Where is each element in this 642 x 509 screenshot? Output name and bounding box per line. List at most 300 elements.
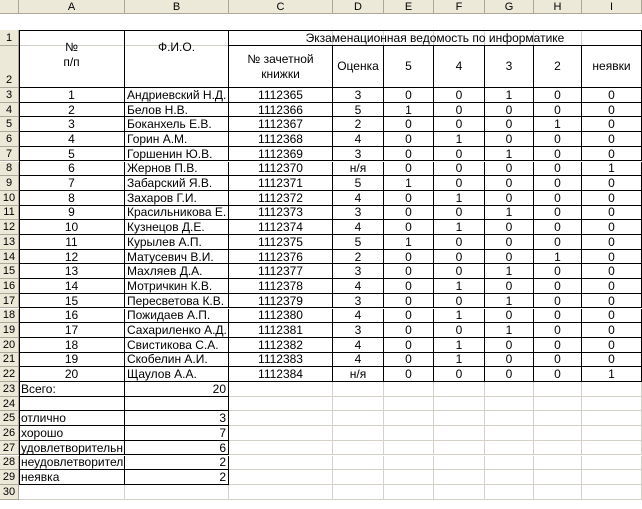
student-grade[interactable]: 4	[333, 279, 384, 294]
student-grade[interactable]: 4	[333, 353, 384, 368]
grid-cell[interactable]	[229, 397, 333, 412]
student-grade[interactable]: 3	[333, 88, 384, 103]
count-4[interactable]: 0	[434, 176, 485, 191]
student-grade[interactable]: 2	[333, 117, 384, 132]
grid-cell[interactable]	[434, 485, 485, 500]
grid-cell[interactable]	[582, 426, 642, 441]
grid-cell[interactable]	[333, 411, 384, 426]
count-2[interactable]: 0	[534, 294, 582, 309]
count-3[interactable]: 1	[485, 88, 534, 103]
row-header-3[interactable]: 3	[0, 88, 19, 103]
student-book-number[interactable]: 1112380	[229, 309, 333, 324]
student-name[interactable]: Боканхель Е.В.	[125, 117, 229, 132]
count-3[interactable]: 1	[485, 294, 534, 309]
column-header-d[interactable]: D	[333, 0, 384, 14]
count-5[interactable]: 0	[384, 132, 434, 147]
grid-cell[interactable]	[333, 470, 384, 485]
count-3[interactable]: 0	[485, 367, 534, 382]
grid-cell[interactable]	[434, 441, 485, 456]
student-book-number[interactable]: 1112366	[229, 103, 333, 118]
count-3[interactable]: 0	[485, 162, 534, 177]
student-book-number[interactable]: 1112371	[229, 176, 333, 191]
grid-cell[interactable]	[534, 485, 582, 500]
student-book-number[interactable]: 1112372	[229, 191, 333, 206]
grid-cell[interactable]	[485, 456, 534, 471]
count-4[interactable]: 0	[434, 367, 485, 382]
grid-cell[interactable]	[229, 426, 333, 441]
count-2[interactable]: 0	[534, 323, 582, 338]
grid-cell[interactable]	[384, 382, 434, 397]
student-name[interactable]: Забарский Я.В.	[125, 176, 229, 191]
grid-cell[interactable]	[229, 382, 333, 397]
row-header-30[interactable]: 30	[0, 485, 19, 500]
student-book-number[interactable]: 1112384	[229, 367, 333, 382]
count-absent[interactable]: 1	[582, 367, 642, 382]
row-header-17[interactable]: 17	[0, 294, 19, 309]
student-book-number[interactable]: 1112367	[229, 117, 333, 132]
select-all-corner[interactable]	[0, 0, 19, 14]
count-absent[interactable]: 0	[582, 191, 642, 206]
grid-cell[interactable]	[434, 382, 485, 397]
grid-cell[interactable]	[534, 397, 582, 412]
column-header-e[interactable]: E	[384, 0, 434, 14]
count-4[interactable]: 0	[434, 147, 485, 162]
count-absent[interactable]: 0	[582, 353, 642, 368]
student-number[interactable]: 8	[19, 191, 125, 206]
grid-cell[interactable]	[333, 397, 384, 412]
grid-cell[interactable]	[434, 470, 485, 485]
student-name[interactable]: Горин А.М.	[125, 132, 229, 147]
count-4[interactable]: 1	[434, 279, 485, 294]
count-4[interactable]: 1	[434, 309, 485, 324]
column-header-g[interactable]: G	[485, 0, 534, 14]
student-name[interactable]: Красильникова Е.	[125, 206, 229, 221]
count-absent[interactable]: 0	[582, 132, 642, 147]
header-absent[interactable]: неявки	[582, 46, 642, 88]
student-book-number[interactable]: 1112381	[229, 323, 333, 338]
row-header-7[interactable]: 7	[0, 147, 19, 162]
grid-cell[interactable]	[333, 485, 384, 500]
total-label[interactable]: Всего:	[19, 382, 125, 397]
grid-cell[interactable]	[485, 470, 534, 485]
student-number[interactable]: 11	[19, 235, 125, 250]
student-grade[interactable]: 3	[333, 264, 384, 279]
row-header-2[interactable]: 2	[0, 46, 19, 88]
student-name[interactable]: Пожидаев А.П.	[125, 309, 229, 324]
count-2[interactable]: 0	[534, 309, 582, 324]
count-4[interactable]: 1	[434, 353, 485, 368]
student-book-number[interactable]: 1112378	[229, 279, 333, 294]
count-4[interactable]: 0	[434, 206, 485, 221]
student-grade[interactable]: 5	[333, 103, 384, 118]
student-grade[interactable]: 3	[333, 294, 384, 309]
grid-cell[interactable]	[229, 456, 333, 471]
student-number[interactable]: 14	[19, 279, 125, 294]
grid-cell[interactable]	[434, 397, 485, 412]
row-header-15[interactable]: 15	[0, 264, 19, 279]
count-4[interactable]: 0	[434, 103, 485, 118]
student-name[interactable]: Горшенин Ю.В.	[125, 147, 229, 162]
student-grade[interactable]: н/я	[333, 162, 384, 177]
count-2[interactable]: 0	[534, 191, 582, 206]
row-header-9[interactable]: 9	[0, 176, 19, 191]
student-grade[interactable]: 4	[333, 338, 384, 353]
student-grade[interactable]: 3	[333, 147, 384, 162]
student-book-number[interactable]: 1112368	[229, 132, 333, 147]
grid-cell[interactable]	[534, 411, 582, 426]
count-4[interactable]: 0	[434, 250, 485, 265]
count-5[interactable]: 0	[384, 162, 434, 177]
count-absent[interactable]: 0	[582, 176, 642, 191]
student-book-number[interactable]: 1112377	[229, 264, 333, 279]
row-header-25[interactable]: 25	[0, 411, 19, 426]
count-absent[interactable]: 0	[582, 323, 642, 338]
count-3[interactable]: 1	[485, 264, 534, 279]
count-4[interactable]: 0	[434, 88, 485, 103]
grid-cell[interactable]	[384, 441, 434, 456]
student-name[interactable]: Сахариленко А.Д.	[125, 323, 229, 338]
count-3[interactable]: 0	[485, 220, 534, 235]
header-g3[interactable]: 3	[485, 46, 534, 88]
count-absent[interactable]: 0	[582, 309, 642, 324]
student-number[interactable]: 17	[19, 323, 125, 338]
student-name[interactable]: Жернов П.В.	[125, 162, 229, 177]
count-3[interactable]: 0	[485, 250, 534, 265]
count-5[interactable]: 0	[384, 220, 434, 235]
row-header-11[interactable]: 11	[0, 206, 19, 221]
count-absent[interactable]: 0	[582, 250, 642, 265]
count-2[interactable]: 0	[534, 132, 582, 147]
summary-value[interactable]: 6	[125, 441, 229, 456]
row-header-21[interactable]: 21	[0, 353, 19, 368]
count-2[interactable]: 0	[534, 88, 582, 103]
student-number[interactable]: 7	[19, 176, 125, 191]
student-number[interactable]: 5	[19, 147, 125, 162]
count-3[interactable]: 0	[485, 191, 534, 206]
student-name[interactable]: Курылев А.П.	[125, 235, 229, 250]
student-name[interactable]: Пересветова К.В.	[125, 294, 229, 309]
student-book-number[interactable]: 1112383	[229, 353, 333, 368]
header-book[interactable]: № зачетной книжки	[229, 46, 333, 88]
count-2[interactable]: 1	[534, 117, 582, 132]
grid-cell[interactable]	[485, 382, 534, 397]
row-header-13[interactable]: 13	[0, 235, 19, 250]
count-2[interactable]: 0	[534, 264, 582, 279]
summary-value[interactable]: 7	[125, 426, 229, 441]
column-header-f[interactable]: F	[434, 0, 485, 14]
student-name[interactable]: Щаулов А.А.	[125, 367, 229, 382]
student-book-number[interactable]: 1112370	[229, 162, 333, 177]
count-absent[interactable]: 0	[582, 338, 642, 353]
summary-label[interactable]: удовлетворительн	[19, 441, 209, 456]
count-4[interactable]: 0	[434, 235, 485, 250]
grid-cell[interactable]	[485, 441, 534, 456]
grid-cell[interactable]	[485, 426, 534, 441]
student-number[interactable]: 16	[19, 309, 125, 324]
row-header-20[interactable]: 20	[0, 338, 19, 353]
student-name[interactable]: Андриевский Н.Д.	[125, 88, 229, 103]
count-5[interactable]: 0	[384, 367, 434, 382]
count-absent[interactable]: 0	[582, 264, 642, 279]
count-absent[interactable]: 0	[582, 147, 642, 162]
grid-cell[interactable]	[582, 470, 642, 485]
header-g5[interactable]: 5	[384, 46, 434, 88]
summary-label[interactable]: неудовлетворител	[19, 456, 209, 471]
grid-cell[interactable]	[229, 441, 333, 456]
grid-cell[interactable]	[125, 485, 229, 500]
row-header-1[interactable]: 1	[0, 30, 19, 46]
count-3[interactable]: 0	[485, 117, 534, 132]
count-4[interactable]: 0	[434, 264, 485, 279]
summary-value[interactable]: 3	[125, 411, 229, 426]
column-header-a[interactable]: A	[19, 0, 125, 14]
grid-cell[interactable]	[582, 411, 642, 426]
grid-cell[interactable]	[485, 411, 534, 426]
student-number[interactable]: 4	[19, 132, 125, 147]
row-header-26[interactable]: 26	[0, 426, 19, 441]
count-2[interactable]: 0	[534, 103, 582, 118]
row-header-16[interactable]: 16	[0, 279, 19, 294]
count-5[interactable]: 0	[384, 88, 434, 103]
student-number[interactable]: 3	[19, 117, 125, 132]
student-name[interactable]: Белов Н.В.	[125, 103, 229, 118]
student-name[interactable]: Скобелин А.И.	[125, 353, 229, 368]
grid-cell[interactable]	[534, 426, 582, 441]
column-header-h[interactable]: H	[534, 0, 582, 14]
row-header-29[interactable]: 29	[0, 470, 19, 485]
count-absent[interactable]: 0	[582, 206, 642, 221]
row-header-14[interactable]: 14	[0, 250, 19, 265]
count-5[interactable]: 0	[384, 191, 434, 206]
grid-cell[interactable]	[534, 441, 582, 456]
grid-cell[interactable]	[534, 470, 582, 485]
row-header-8[interactable]: 8	[0, 162, 19, 177]
count-3[interactable]: 1	[485, 147, 534, 162]
count-4[interactable]: 1	[434, 338, 485, 353]
count-3[interactable]: 0	[485, 235, 534, 250]
column-header-c[interactable]: C	[229, 0, 333, 14]
count-3[interactable]: 0	[485, 279, 534, 294]
student-grade[interactable]: 4	[333, 132, 384, 147]
row-header-24[interactable]: 24	[0, 397, 19, 412]
count-absent[interactable]: 0	[582, 220, 642, 235]
count-2[interactable]: 1	[534, 250, 582, 265]
count-absent[interactable]: 0	[582, 294, 642, 309]
grid-cell[interactable]	[229, 411, 333, 426]
student-book-number[interactable]: 1112376	[229, 250, 333, 265]
row-header-4[interactable]: 4	[0, 103, 19, 118]
count-5[interactable]: 1	[384, 176, 434, 191]
student-name[interactable]: Махляев Д.А.	[125, 264, 229, 279]
student-number[interactable]: 13	[19, 264, 125, 279]
grid-cell[interactable]	[333, 382, 384, 397]
grid-cell[interactable]	[582, 485, 642, 500]
count-5[interactable]: 0	[384, 264, 434, 279]
grid-cell[interactable]	[384, 470, 434, 485]
count-4[interactable]: 1	[434, 132, 485, 147]
student-grade[interactable]: 3	[333, 323, 384, 338]
student-grade[interactable]: 5	[333, 176, 384, 191]
student-book-number[interactable]: 1112375	[229, 235, 333, 250]
student-name[interactable]: Свистикова С.А.	[125, 338, 229, 353]
grid-cell[interactable]	[384, 397, 434, 412]
grid-cell[interactable]	[485, 485, 534, 500]
student-grade[interactable]: 5	[333, 235, 384, 250]
count-5[interactable]: 0	[384, 117, 434, 132]
row-header-19[interactable]: 19	[0, 323, 19, 338]
grid-cell[interactable]	[229, 470, 333, 485]
count-absent[interactable]: 0	[582, 88, 642, 103]
grid-cell[interactable]	[582, 441, 642, 456]
count-5[interactable]: 0	[384, 323, 434, 338]
count-2[interactable]: 0	[534, 147, 582, 162]
summary-value[interactable]: 2	[125, 470, 229, 485]
student-number[interactable]: 15	[19, 294, 125, 309]
count-2[interactable]: 0	[534, 176, 582, 191]
grid-cell[interactable]	[384, 411, 434, 426]
count-2[interactable]: 0	[534, 162, 582, 177]
grid-cell[interactable]	[434, 411, 485, 426]
grid-cell[interactable]	[333, 426, 384, 441]
count-5[interactable]: 1	[384, 235, 434, 250]
count-5[interactable]: 0	[384, 279, 434, 294]
grid-cell[interactable]	[384, 485, 434, 500]
student-grade[interactable]: 4	[333, 309, 384, 324]
count-5[interactable]: 0	[384, 309, 434, 324]
summary-label[interactable]: отлично	[19, 411, 209, 426]
row-header-6[interactable]: 6	[0, 132, 19, 147]
count-4[interactable]: 0	[434, 117, 485, 132]
count-2[interactable]: 0	[534, 220, 582, 235]
grid-cell[interactable]	[582, 456, 642, 471]
student-grade[interactable]: 4	[333, 191, 384, 206]
count-5[interactable]: 0	[384, 338, 434, 353]
total-value[interactable]: 20	[125, 382, 229, 397]
student-number[interactable]: 19	[19, 353, 125, 368]
count-4[interactable]: 0	[434, 162, 485, 177]
count-5[interactable]: 0	[384, 250, 434, 265]
student-grade[interactable]: н/я	[333, 367, 384, 382]
count-absent[interactable]: 0	[582, 117, 642, 132]
student-number[interactable]: 10	[19, 220, 125, 235]
row-header-10[interactable]: 10	[0, 191, 19, 206]
grid-cell[interactable]	[333, 441, 384, 456]
header-name[interactable]: Ф.И.О.	[125, 30, 229, 88]
count-3[interactable]: 0	[485, 309, 534, 324]
student-number[interactable]: 12	[19, 250, 125, 265]
count-4[interactable]: 1	[434, 220, 485, 235]
count-3[interactable]: 0	[485, 176, 534, 191]
header-grade[interactable]: Оценка	[333, 46, 384, 88]
count-3[interactable]: 0	[485, 338, 534, 353]
student-book-number[interactable]: 1112365	[229, 88, 333, 103]
count-5[interactable]: 0	[384, 206, 434, 221]
summary-label[interactable]: хорошо	[19, 426, 209, 441]
row-header-27[interactable]: 27	[0, 441, 19, 456]
count-2[interactable]: 0	[534, 206, 582, 221]
student-number[interactable]: 1	[19, 88, 125, 103]
count-3[interactable]: 1	[485, 206, 534, 221]
sheet-title[interactable]: Экзаменационная ведомость по информатике	[229, 30, 642, 46]
count-4[interactable]: 1	[434, 191, 485, 206]
student-grade[interactable]: 3	[333, 206, 384, 221]
count-2[interactable]: 0	[534, 367, 582, 382]
student-name[interactable]: Мотричкин К.В.	[125, 279, 229, 294]
student-grade[interactable]: 4	[333, 220, 384, 235]
count-2[interactable]: 0	[534, 235, 582, 250]
student-book-number[interactable]: 1112379	[229, 294, 333, 309]
grid-cell[interactable]	[485, 397, 534, 412]
count-2[interactable]: 0	[534, 338, 582, 353]
count-4[interactable]: 0	[434, 323, 485, 338]
grid-cell[interactable]	[434, 426, 485, 441]
grid-cell[interactable]	[384, 426, 434, 441]
grid-cell[interactable]	[582, 397, 642, 412]
header-g2[interactable]: 2	[534, 46, 582, 88]
student-book-number[interactable]: 1112369	[229, 147, 333, 162]
summary-label[interactable]: неявка	[19, 470, 209, 485]
header-g4[interactable]: 4	[434, 46, 485, 88]
student-book-number[interactable]: 1112373	[229, 206, 333, 221]
grid-cell[interactable]	[19, 485, 125, 500]
grid-cell[interactable]	[333, 456, 384, 471]
summary-value[interactable]: 2	[125, 456, 229, 471]
grid-cell[interactable]	[384, 456, 434, 471]
count-3[interactable]: 1	[485, 323, 534, 338]
count-absent[interactable]: 0	[582, 235, 642, 250]
student-number[interactable]: 20	[19, 367, 125, 382]
count-5[interactable]: 0	[384, 147, 434, 162]
count-3[interactable]: 0	[485, 353, 534, 368]
count-5[interactable]: 0	[384, 353, 434, 368]
grid-cell[interactable]	[534, 456, 582, 471]
row-header-5[interactable]: 5	[0, 117, 19, 132]
row-header-23[interactable]: 23	[0, 382, 19, 397]
count-absent[interactable]: 0	[582, 103, 642, 118]
row-header-18[interactable]: 18	[0, 309, 19, 324]
count-absent[interactable]: 0	[582, 279, 642, 294]
count-absent[interactable]: 1	[582, 162, 642, 177]
student-book-number[interactable]: 1112382	[229, 338, 333, 353]
count-2[interactable]: 0	[534, 279, 582, 294]
count-3[interactable]: 0	[485, 132, 534, 147]
student-number[interactable]: 9	[19, 206, 125, 221]
student-grade[interactable]: 2	[333, 250, 384, 265]
empty-cell[interactable]	[19, 397, 125, 412]
student-number[interactable]: 18	[19, 338, 125, 353]
header-number[interactable]: № п/п	[19, 30, 125, 88]
count-5[interactable]: 1	[384, 103, 434, 118]
student-number[interactable]: 6	[19, 162, 125, 177]
column-header-b[interactable]: B	[125, 0, 229, 14]
grid-cell[interactable]	[582, 382, 642, 397]
student-name[interactable]: Захаров Г.И.	[125, 191, 229, 206]
grid-cell[interactable]	[534, 382, 582, 397]
count-3[interactable]: 0	[485, 103, 534, 118]
student-number[interactable]: 2	[19, 103, 125, 118]
row-header-12[interactable]: 12	[0, 220, 19, 235]
row-header-28[interactable]: 28	[0, 456, 19, 471]
student-name[interactable]: Матусевич В.И.	[125, 250, 229, 265]
count-2[interactable]: 0	[534, 353, 582, 368]
column-header-i[interactable]: I	[582, 0, 642, 14]
grid-cell[interactable]	[229, 485, 333, 500]
count-5[interactable]: 0	[384, 294, 434, 309]
student-name[interactable]: Кузнецов Д.Е.	[125, 220, 229, 235]
row-header-22[interactable]: 22	[0, 367, 19, 382]
grid-cell[interactable]	[434, 456, 485, 471]
empty-cell[interactable]	[125, 397, 229, 412]
